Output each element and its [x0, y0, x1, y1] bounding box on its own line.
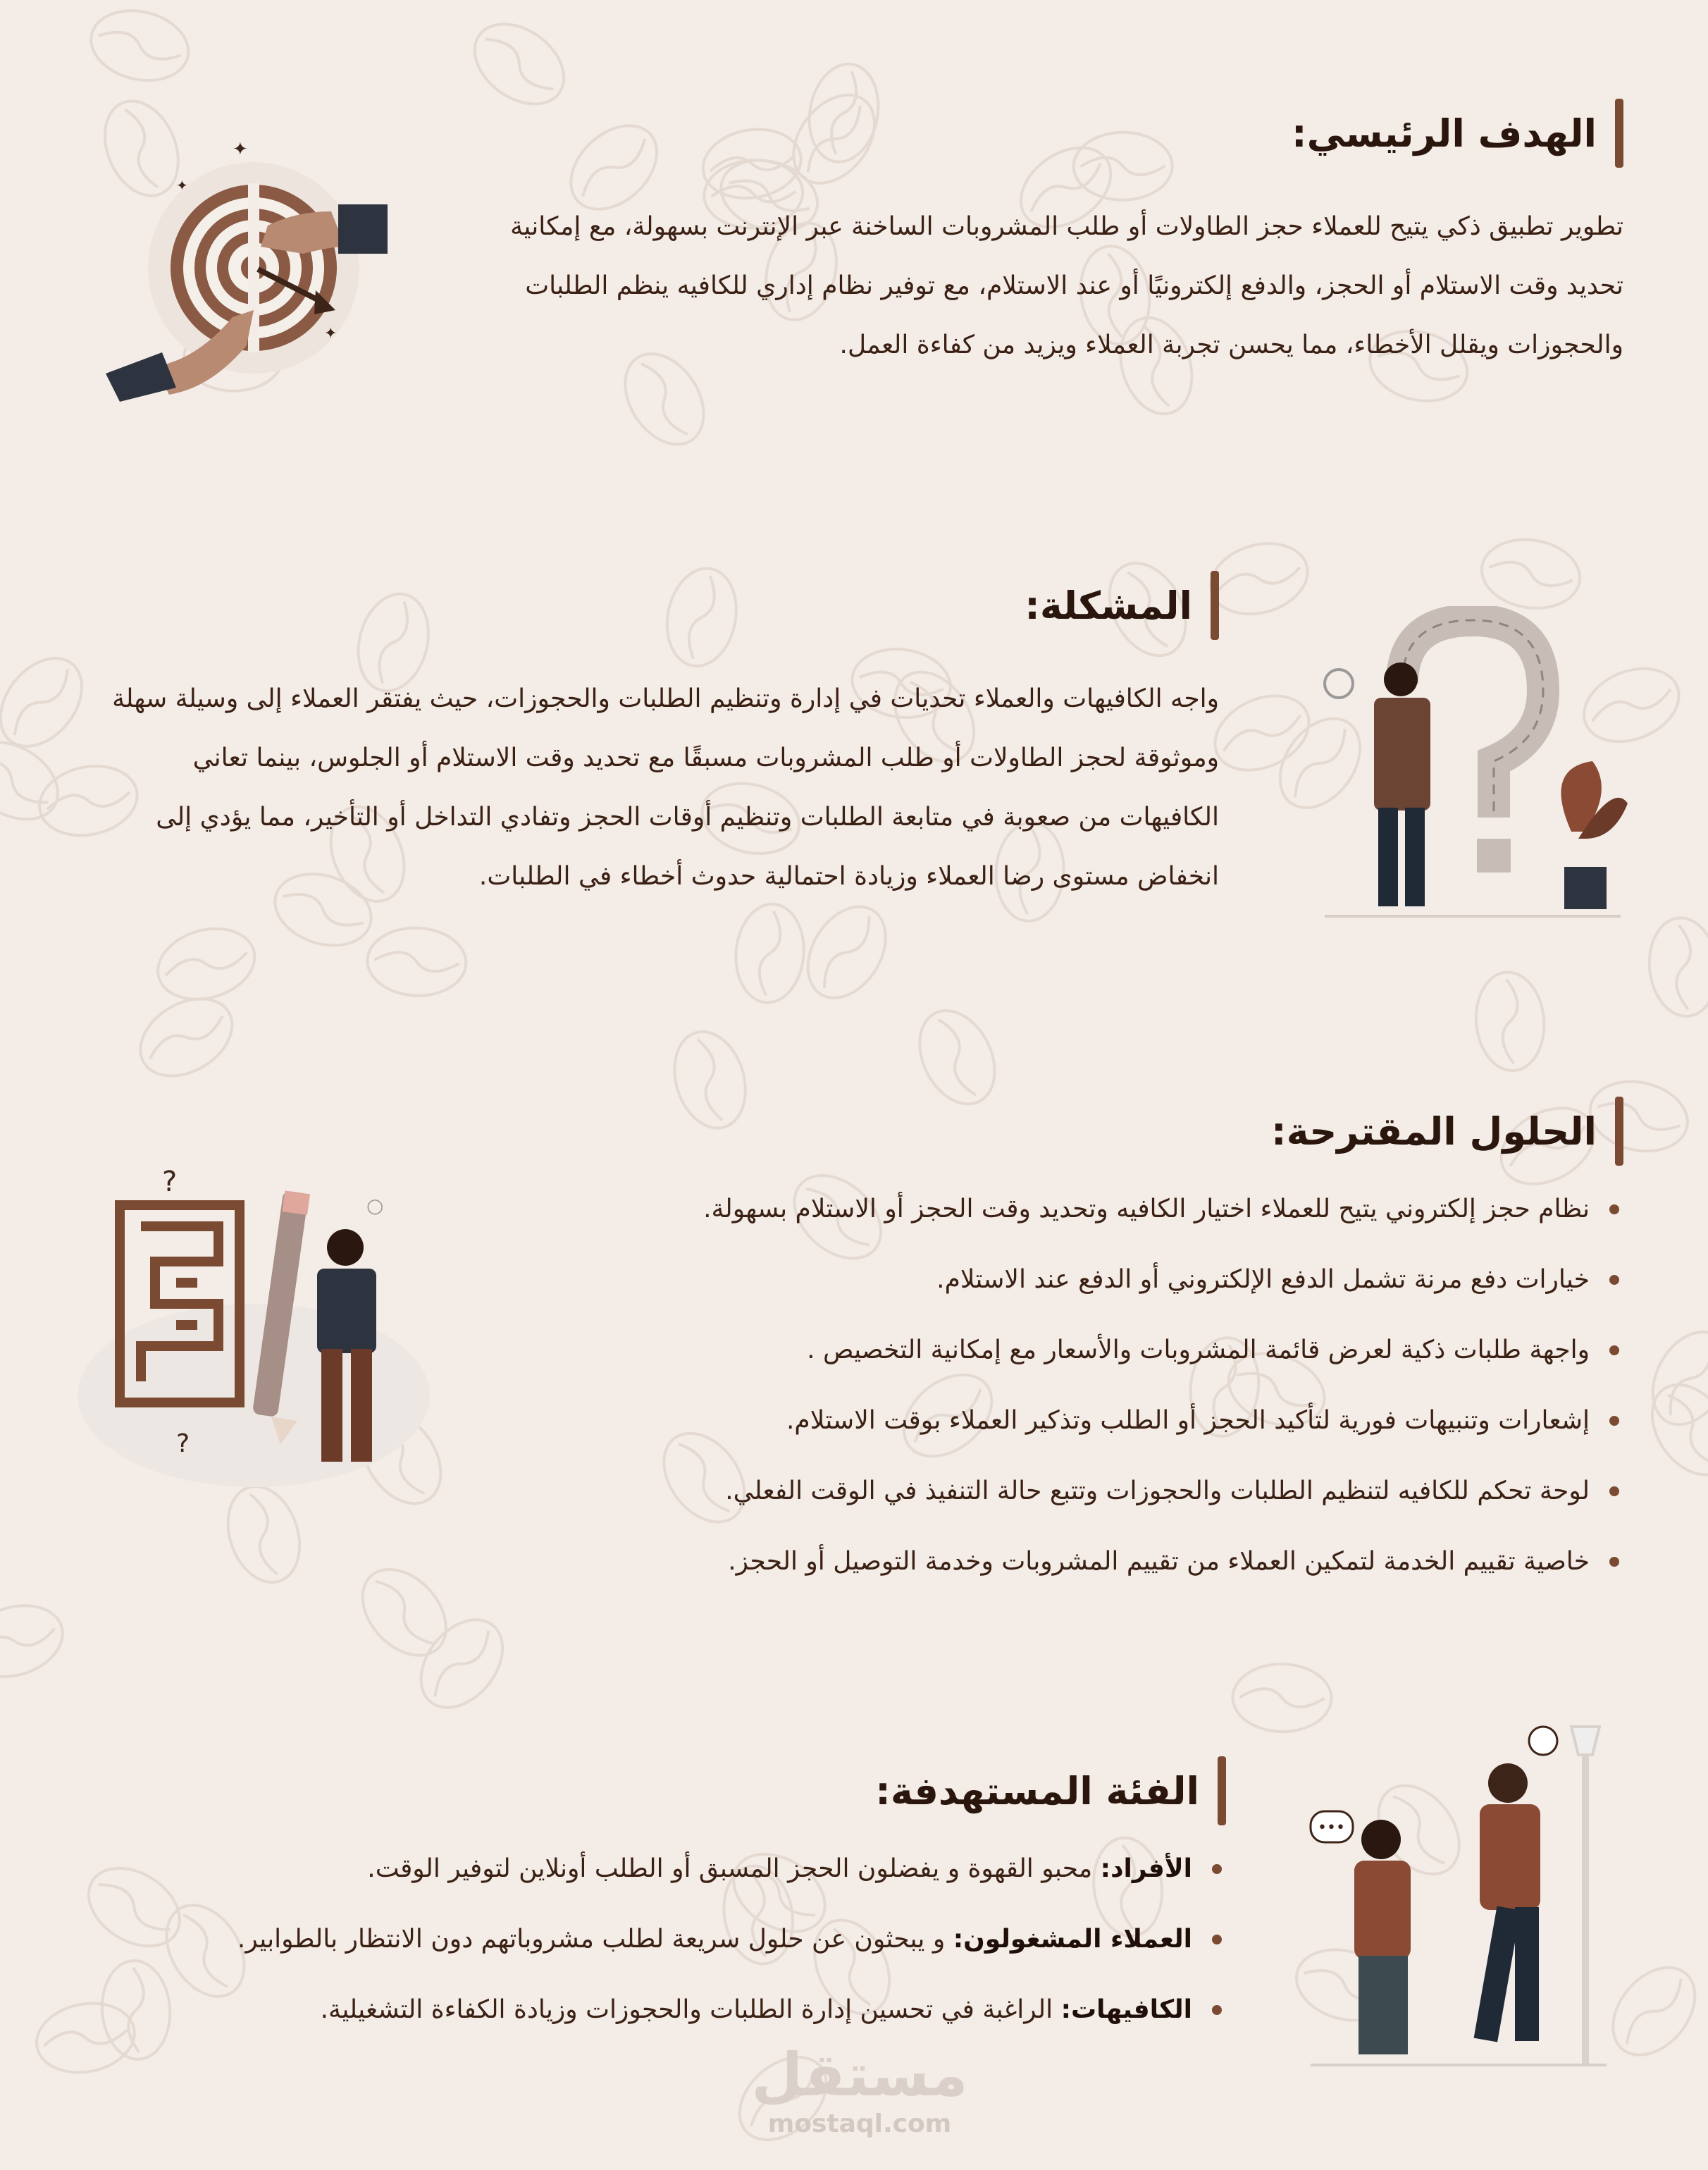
target-dartboard-hands-icon — [92, 134, 395, 402]
goal-section — [493, 99, 1623, 437]
goal-heading — [1292, 99, 1623, 168]
svg-text:✦: ✦ — [233, 139, 248, 160]
heading-accent-bar — [1615, 99, 1623, 168]
audience-label: الكافيهات: — [1060, 1995, 1192, 2024]
list-item: إشعارات وتنبيهات فورية لتأكيد الحجز أو الطلب وتذكير العملاء بوقت الاستلام. — [507, 1386, 1623, 1456]
coffee-bean-shape — [1636, 1370, 1708, 1490]
solutions-title: الحلول المقترحة: — [1270, 1109, 1597, 1154]
goal-title: الهدف الرئيسي: — [1291, 111, 1597, 156]
audience-text: محبو القهوة و يفضلون الحجز المسبق أو الطلب أونلاين لتوفير الوقت. — [367, 1854, 1101, 1883]
goal-text: تطوير تطبيق ذكي يتيح للعملاء حجز الطاولات أو طلب المشروبات الساخنة عبر الإنترنت بسهولة، مع إمكانية تحديد وقت الاستلام أو الحجز، والدفع إلكترونيًا أو عند الاستلام، مع توفير نظام إداري للكافيه ينظم الطلبات والحجوزات ويقلل الأخطاء، مما يحسن تجربة العملاء ويزيد من كفاءة العمل. — [510, 212, 1623, 359]
problem-text: واجه الكافيهات والعملاء تحديات في إدارة وتنظيم الطلبات والحجوزات، حيث يفتقر العملاء إلى وسيلة سهلة وموثوقة لحجز الطاولات أو طلب المشروبات مسبقًا مع تحديد وقت الاستلام أو الجلوس، بينما تعاني الكافيهات من صعوبة في متابعة الطلبات وتنظيم أوقات الحجز وتفادي التداخل أو التأخير، مما يؤدي إلى انخفاض مستوى رضا العملاء وزيادة احتمالية حدوث أخطاء في الطلبات. — [112, 684, 1219, 891]
list-item: نظام حجز إلكتروني يتيح للعملاء اختيار الكافيه وتحديد وقت الحجز أو الاستلام بسهولة. — [507, 1174, 1623, 1245]
solutions-list — [507, 1174, 1623, 1597]
audience-list — [70, 1834, 1226, 2045]
heading-accent-bar — [1211, 571, 1219, 640]
problem-title: المشكلة: — [1025, 583, 1192, 628]
problem-section — [92, 571, 1219, 966]
coffee-bean-shape — [1645, 914, 1708, 1020]
svg-text:○: ○ — [366, 1194, 384, 1217]
coffee-bean-shape — [0, 727, 72, 835]
coffee-bean-shape — [1477, 533, 1585, 615]
list-item — [70, 1975, 1226, 2045]
mostaql-watermark — [733, 2041, 986, 2140]
audience-text: الراغبة في تحسين إدارة الطلبات والحجوزات وزيادة الكفاءة التشغيلية. — [320, 1995, 1061, 2024]
solutions-heading — [1271, 1097, 1623, 1166]
question-mark-maze-man-icon — [1318, 606, 1628, 923]
coffee-bean-shape — [0, 1594, 72, 1689]
heading-accent-bar — [1218, 1756, 1226, 1825]
list-item: لوحة تحكم للكافيه لتنظيم الطلبات والحجوزات وتتبع حالة التنفيذ في الوقت الفعلي. — [507, 1456, 1623, 1527]
list-item — [70, 1834, 1226, 1904]
coffee-bean-shape — [346, 1553, 462, 1672]
list-item: واجهة طلبات ذكية لعرض قائمة المشروبات والأسعار مع إمكانية التخصيص . — [507, 1315, 1623, 1386]
list-item — [70, 1904, 1226, 1975]
coffee-bean-shape — [1472, 969, 1548, 1073]
audience-title: الفئة المستهدفة: — [875, 1768, 1199, 1813]
people-with-phones-icon — [1304, 1713, 1614, 2079]
audience-heading — [875, 1756, 1226, 1825]
audience-label: الأفراد: — [1100, 1854, 1192, 1883]
audience-label: العملاء المشغولون: — [953, 1925, 1192, 1954]
list-item: خيارات دفع مرنة تشمل الدفع الإلكتروني أو الدفع عند الاستلام. — [507, 1245, 1623, 1315]
coffee-bean-shape — [404, 1604, 519, 1723]
coffee-bean-shape — [1203, 533, 1316, 624]
audience-section — [70, 1756, 1226, 2038]
coffee-bean-shape — [1638, 1319, 1708, 1438]
svg-text:?: ? — [162, 1166, 178, 1198]
svg-text:•••: ••• — [1318, 1819, 1345, 1837]
svg-text:✦: ✦ — [324, 325, 338, 343]
coffee-bean-shape — [84, 1, 195, 90]
svg-text:?: ? — [176, 1429, 190, 1458]
maze-pencil-man-icon — [70, 1163, 437, 1494]
audience-text: و يبحثون عن حلول سريعة لطلب مشروباتهم دون الانتظار بالطوابير. — [237, 1925, 953, 1954]
watermark-latin: mostaql.com — [767, 2109, 952, 2138]
problem-heading — [1025, 571, 1219, 640]
watermark-arabic: مستقل — [751, 2040, 968, 2109]
coffee-bean-shape — [127, 983, 246, 1092]
solutions-section — [507, 1097, 1623, 1590]
list-item: خاصية تقييم الخدمة لتمكين العملاء من تقييم المشروبات وخدمة التوصيل أو الحجز. — [507, 1527, 1623, 1597]
svg-text:✦: ✦ — [176, 177, 188, 194]
heading-accent-bar — [1615, 1097, 1623, 1166]
